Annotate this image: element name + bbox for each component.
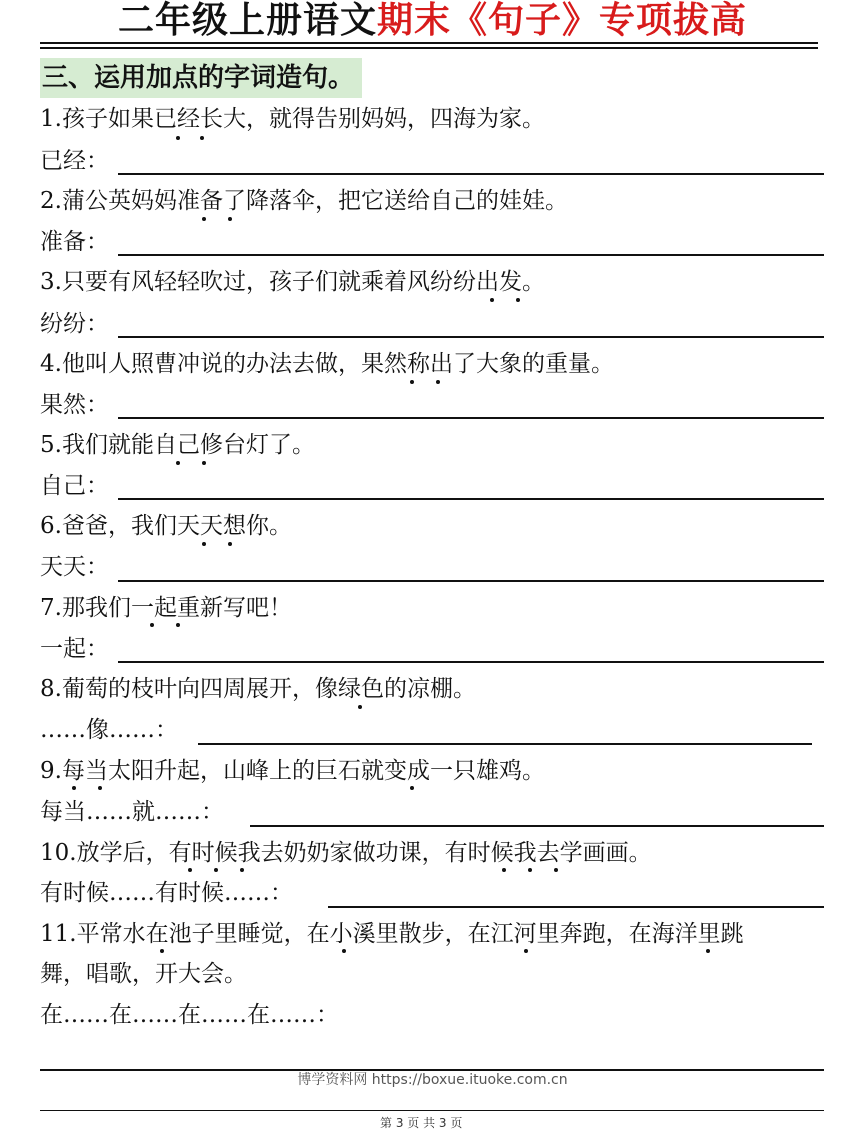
emphasis-dot	[706, 949, 710, 953]
emphasis-dot	[358, 705, 362, 709]
sentence-5: 5.我们就能自己修台灯了。	[40, 432, 315, 458]
emphasis-dot	[72, 786, 76, 790]
answer-line-3[interactable]	[118, 336, 824, 338]
answer-line-1[interactable]	[118, 173, 824, 175]
title-red-part: 期末《句子》专项拔高	[377, 0, 748, 41]
emphasis-dot	[176, 136, 180, 140]
emphasis-dot	[98, 786, 102, 790]
sentence-11: 11.平常水在池子里睡觉，在小溪里散步，在江河里奔跑，在海洋里跳	[40, 921, 744, 947]
emphasis-dot	[188, 868, 192, 872]
answer-line-2[interactable]	[118, 254, 824, 256]
label-10: 有时候……有时候……：	[40, 880, 293, 906]
title-underline-2	[40, 47, 818, 49]
emphasis-dot	[160, 949, 164, 953]
title-black-part: 二年级上册语文	[117, 0, 377, 41]
emphasis-dot	[202, 542, 206, 546]
sentence-4: 4.他叫人照曹冲说的办法去做，果然称出了大象的重量。	[40, 351, 614, 377]
sentence-11-cont: 舞，唱歌，开大会。	[40, 961, 247, 987]
emphasis-dot	[200, 136, 204, 140]
emphasis-dot	[528, 868, 532, 872]
emphasis-dot	[176, 623, 180, 627]
emphasis-dot	[214, 868, 218, 872]
emphasis-dot	[202, 217, 206, 221]
emphasis-dot	[176, 461, 180, 465]
emphasis-dot	[490, 298, 494, 302]
emphasis-dot	[410, 786, 414, 790]
sentence-1: 1.孩子如果已经长大，就得告别妈妈，四海为家。	[40, 106, 545, 132]
emphasis-dot	[342, 949, 346, 953]
answer-line-8[interactable]	[198, 743, 812, 745]
title-underline	[40, 42, 818, 44]
sentence-8: 8.葡萄的枝叶向四周展开，像绿色的凉棚。	[40, 676, 476, 702]
sentence-3: 3.只要有风轻轻吹过，孩子们就乘着风纷纷出发。	[40, 269, 545, 295]
sentence-10: 10.放学后，有时候我去奶奶家做功课，有时候我去学画画。	[40, 840, 652, 866]
label-8: ……像……：	[40, 717, 178, 743]
page-title	[0, 0, 865, 44]
answer-line-6[interactable]	[118, 580, 824, 582]
answer-line-7[interactable]	[118, 661, 824, 663]
answer-line-9[interactable]	[250, 825, 824, 827]
footer-watermark: 博学资料网 https://boxue.ituoke.com.cn	[297, 1072, 568, 1088]
emphasis-dot	[524, 949, 528, 953]
label-11: 在……在……在……在……：	[40, 1002, 339, 1028]
label-6: 天天：	[40, 554, 109, 580]
label-7: 一起：	[40, 636, 109, 662]
label-3: 纷纷：	[40, 311, 109, 337]
emphasis-dot	[516, 298, 520, 302]
label-9: 每当……就……：	[40, 799, 224, 825]
emphasis-dot	[554, 868, 558, 872]
emphasis-dot	[202, 461, 206, 465]
sentence-6: 6.爸爸，我们天天想你。	[40, 513, 292, 539]
label-2: 准备：	[40, 229, 109, 255]
page-number: 第 3 页 共 3 页	[380, 1116, 463, 1130]
emphasis-dot	[228, 542, 232, 546]
section-heading: 三、运用加点的字词造句。	[40, 58, 362, 98]
label-4: 果然：	[40, 392, 109, 418]
emphasis-dot	[410, 380, 414, 384]
sentence-2: 2.蒲公英妈妈准备了降落伞，把它送给自己的娃娃。	[40, 188, 568, 214]
answer-line-5[interactable]	[118, 498, 824, 500]
label-1: 已经：	[40, 148, 109, 174]
footer-rule	[40, 1110, 824, 1111]
label-5: 自己：	[40, 473, 109, 499]
emphasis-dot	[240, 868, 244, 872]
emphasis-dot	[150, 623, 154, 627]
sentence-7: 7.那我们一起重新写吧！	[40, 595, 292, 621]
answer-line-10[interactable]	[328, 906, 824, 908]
answer-line-4[interactable]	[118, 417, 824, 419]
sentence-9: 9.每当太阳升起，山峰上的巨石就变成一只雄鸡。	[40, 758, 545, 784]
emphasis-dot	[436, 380, 440, 384]
emphasis-dot	[228, 217, 232, 221]
emphasis-dot	[502, 868, 506, 872]
